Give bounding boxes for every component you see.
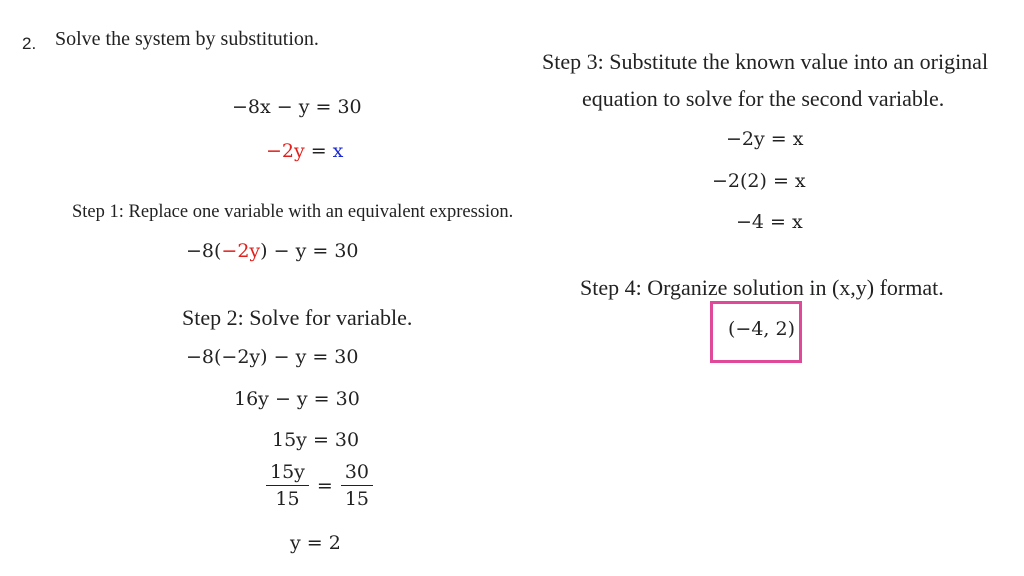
- step1-eq-sub: −2y: [221, 240, 261, 262]
- step2-result: [290, 532, 341, 554]
- fraction-left-numerator: 15y: [266, 461, 309, 486]
- fraction-right-denominator: 15: [344, 488, 370, 510]
- step2-line-2-text: 16y − y = 30: [234, 388, 360, 410]
- step3-line-1: [726, 128, 803, 150]
- fraction-right: [341, 461, 373, 510]
- step1-eq-pre: −8(: [186, 240, 222, 262]
- step2-line-3-text: 15y = 30: [272, 429, 360, 451]
- fraction-left: [266, 461, 309, 510]
- step4-answer: [728, 318, 795, 340]
- step4-answer-text: (−4, 2): [728, 318, 796, 340]
- step2-line-3: [272, 429, 359, 451]
- system-equation-1: [232, 96, 362, 118]
- step3-line-2: [712, 170, 806, 192]
- step1-eq-post: ) − y = 30: [260, 240, 359, 262]
- step1-text: Step 1: Replace one variable with an equivalent expression.: [72, 202, 514, 222]
- step2-line-2: [234, 388, 360, 410]
- problem-number: 2.: [22, 34, 37, 53]
- step4-text: Step 4: Organize solution in (x,y) format.: [580, 275, 944, 300]
- step2-text: Step 2: Solve for variable.: [182, 305, 413, 330]
- fraction-equals: =: [316, 474, 333, 497]
- problem-prompt: Solve the system by substitution.: [55, 28, 319, 50]
- step3-line-2-text: −2(2) = x: [712, 170, 806, 192]
- system-eq1-text: −8x − y = 30: [232, 96, 362, 118]
- step3-text-line-2: equation to solve for the second variable.: [582, 86, 945, 111]
- step1-equation: [186, 240, 359, 262]
- step3-text-line-1: Step 3: Substitute the known value into an original: [542, 49, 989, 74]
- step3-line-3: [736, 211, 803, 233]
- step2-line-1: [186, 346, 358, 368]
- system-eq2-rhs: x: [332, 140, 344, 162]
- system-eq2-equals: =: [310, 140, 327, 162]
- system-equation-2: [266, 140, 343, 162]
- step2-fraction-equation: [266, 461, 373, 510]
- step2-result-text: y = 2: [290, 532, 341, 554]
- fraction-right-numerator: 30: [341, 461, 373, 486]
- system-eq2-lhs: −2y: [266, 140, 305, 162]
- step2-line-1-text: −8(−2y) − y = 30: [186, 346, 359, 368]
- step3-line-3-text: −4 = x: [736, 211, 803, 233]
- step3-line-1-text: −2y = x: [726, 128, 804, 150]
- fraction-left-denominator: 15: [275, 488, 300, 510]
